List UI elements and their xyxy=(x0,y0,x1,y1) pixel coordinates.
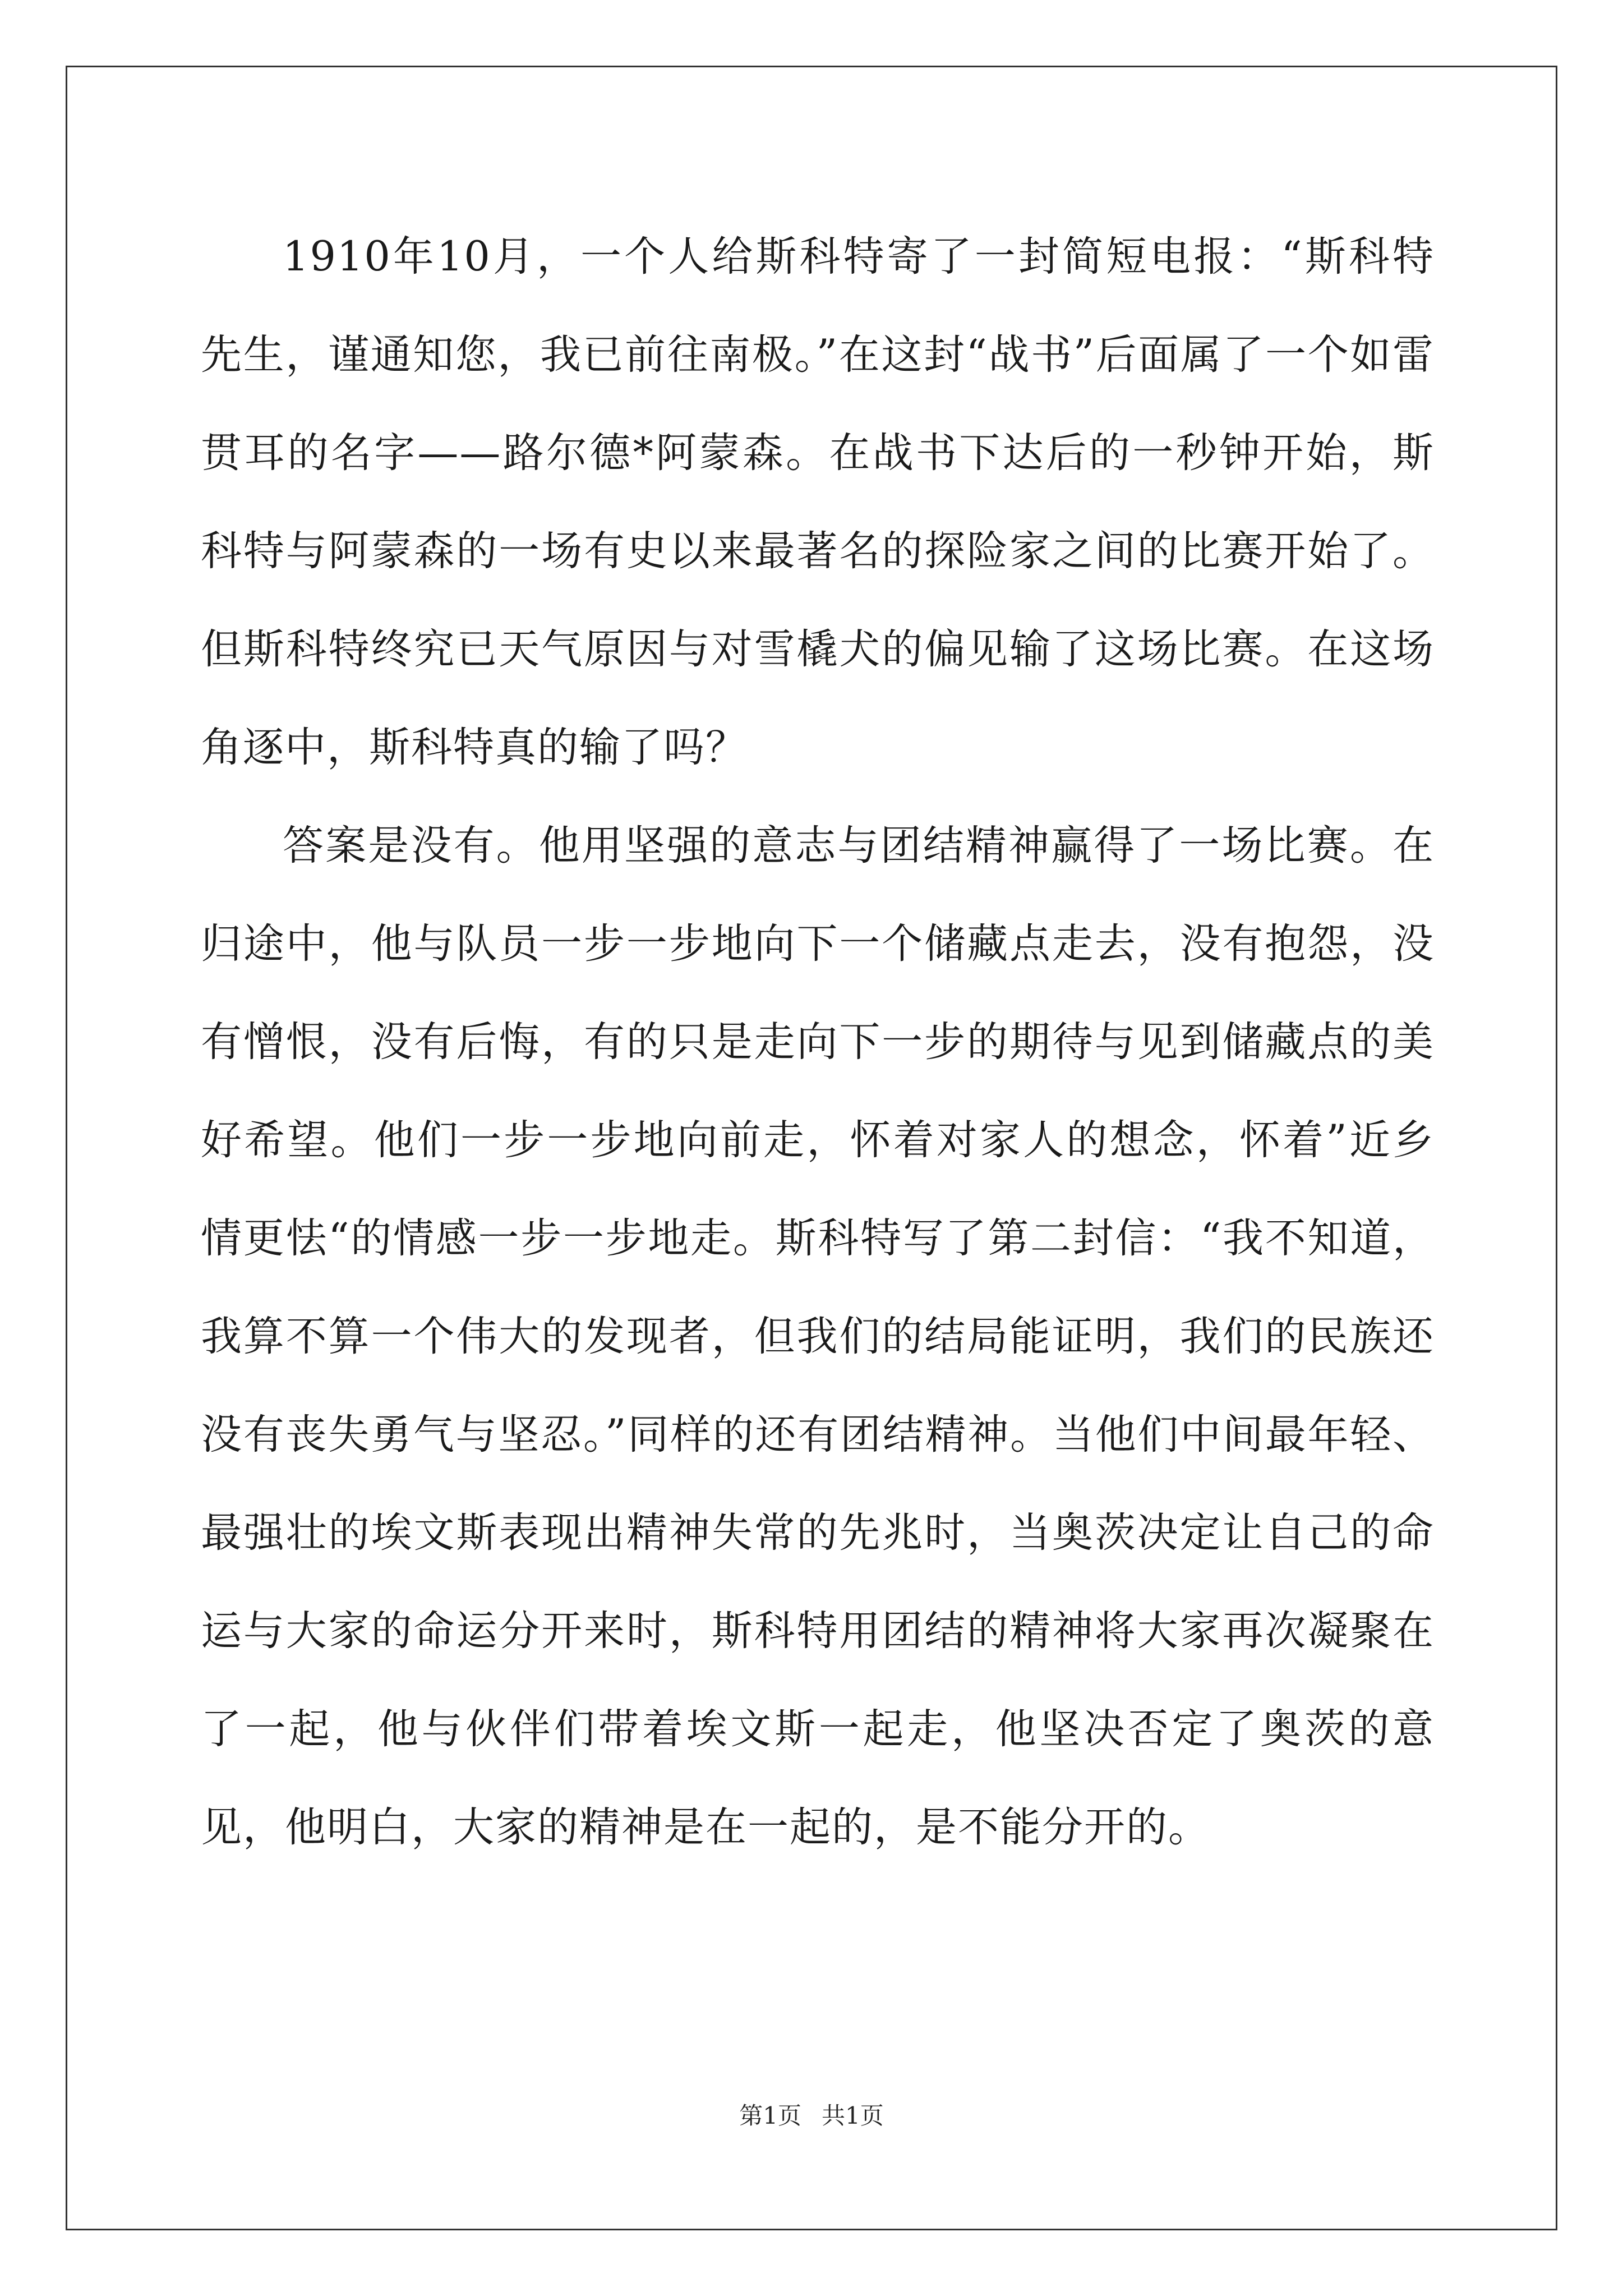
paragraph-1: 1910年10月，一个人给斯科特寄了一封简短电报：“斯科特先生，谨通知您，我已前往南极。”在这封“战书”后面属了一个如雷贯耳的名字——路尔德*阿蒙森。在战书下达后的一秒钟开始，斯科特与阿蒙森的一场有史以来最著名的探险家之间的比赛开始了。但斯科特终究已天气原因与对雪橇犬的偏见输了这场比赛。在这场角逐中，斯科特真的输了吗？ xyxy=(201,233,1435,771)
page-number: 第1页 xyxy=(739,2102,801,2129)
page-total: 共1页 xyxy=(822,2102,884,2129)
document-body xyxy=(201,208,1435,1876)
paragraph-2: 答案是没有。他用坚强的意志与团结精神赢得了一场比赛。在归途中，他与队员一步一步地向下一个储藏点走去，没有抱怨，没有憎恨，没有后悔，有的只是走向下一步的期待与见到储藏点的美好希望。他们一步一步地向前走，怀着对家人的想念，怀着”近乡情更怯“的情感一步一步地走。斯科特写了第二封信：“我不知道，我算不算一个伟大的发现者，但我们的结局能证明，我们的民族还没有丧失勇气与坚忍。”同样的还有团结精神。当他们中间最年轻、最强壮的埃文斯表现出精神失常的先兆时，当奥茨决定让自己的命运与大家的命运分开来时，斯科特用团结的精神将大家再次凝聚在了一起，他与伙伴们带着埃文斯一起走，他坚决否定了奥茨的意见，他明白，大家的精神是在一起的，是不能分开的。 xyxy=(201,822,1435,1851)
page-footer xyxy=(0,2099,1623,2133)
